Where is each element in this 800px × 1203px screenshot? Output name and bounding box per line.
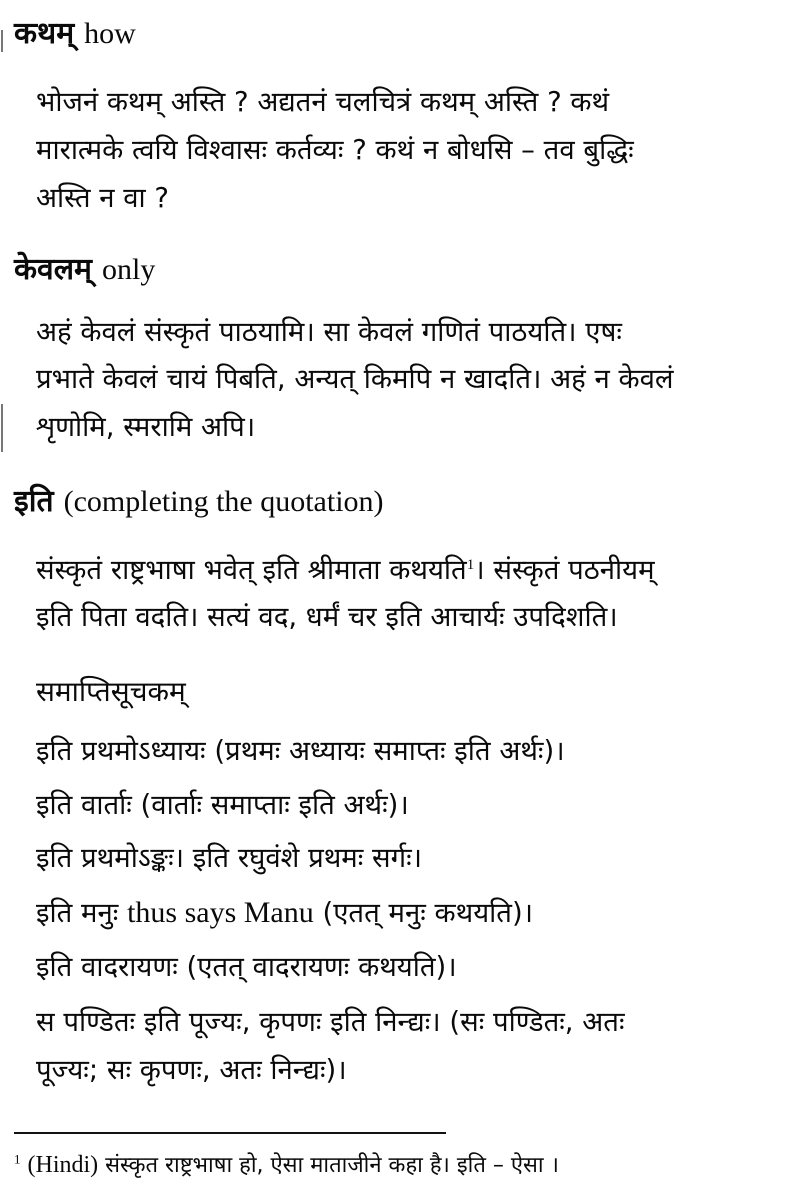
- katham-line-3: अस्ति न वा ?: [36, 182, 170, 214]
- samapti-example-6-line-1: स पण्डितः इति पूज्यः, कृपणः इति निन्द्यः। (सः पण्डितः, अतः: [36, 1006, 625, 1038]
- entry-term: केवलम्: [14, 252, 92, 287]
- samapti-example-4-english: thus says Manu: [127, 896, 314, 929]
- samapti-label: समाप्तिसूचकम्: [36, 675, 186, 708]
- samapti-example-4-a: इति मनुः: [36, 897, 119, 929]
- iti-line-1-text-a: संस्कृतं राष्ट्रभाषा भवेत् इति श्रीमाता कथयति: [36, 554, 467, 586]
- samapti-example-2: इति वार्ताः (वार्ताः समाप्ताः इति अर्थः)।: [36, 789, 409, 821]
- samapti-example-4-b: (एतत् मनुः कथयति)।: [322, 897, 534, 929]
- footnote-text: संस्कृत राष्ट्रभाषा हो, ऐसा माताजीने कहा है। इति – ऐसा ।: [105, 1153, 559, 1178]
- kevalam-line-2: प्रभाते केवलं चायं पिबति, अन्यत् किमपि न खादति। अहं न केवलं: [36, 363, 674, 395]
- entry-term: इति: [14, 484, 54, 519]
- footnote: [14, 1150, 559, 1181]
- samapti-example-3: इति प्रथमोऽङ्कः। इति रघुवंशे प्रथमः सर्गः।: [36, 842, 423, 874]
- footnote-ref: 1: [466, 556, 475, 573]
- entry-heading-iti: [14, 484, 384, 520]
- entry-gloss: (completing the quotation): [63, 485, 384, 518]
- kevalam-line-1: अहं केवलं संस्कृतं पाठयामि। सा केवलं गणितं पाठयति। एषः: [36, 316, 622, 348]
- katham-line-2: मारात्मके त्वयि विश्वासः कर्तव्यः ? कथं न बोधसि – तव बुद्धिः: [36, 134, 634, 166]
- entry-gloss: how: [84, 17, 136, 50]
- entry-heading-kevalam: [14, 252, 155, 288]
- samapti-example-1: इति प्रथमोऽध्यायः (प्रथमः अध्यायः समाप्तः इति अर्थः)।: [36, 735, 565, 767]
- samapti-example-4: [36, 893, 772, 933]
- entry-term: कथम्: [14, 16, 75, 51]
- iti-line-1: [36, 550, 772, 590]
- footnote-language: (Hindi): [27, 1152, 99, 1178]
- entry-gloss: only: [102, 253, 156, 286]
- samapti-example-5: इति वादरायणः (एतत् वादरायणः कथयति)।: [36, 951, 457, 983]
- iti-line-2: इति पिता वदति। सत्यं वद, धर्मं चर इति आचार्यः उपदिशति।: [36, 601, 618, 633]
- margin-mark-top: [1, 30, 3, 52]
- samapti-example-6-line-2: पूज्यः; सः कृपणः, अतः निन्द्यः)।: [36, 1054, 347, 1086]
- margin-mark-mid: [1, 404, 3, 452]
- footnote-separator: [14, 1132, 446, 1134]
- entry-heading-katham: [14, 16, 136, 52]
- kevalam-line-3: शृणोमि, स्मरामि अपि।: [36, 411, 256, 443]
- iti-line-1-text-b: । संस्कृतं पठनीयम्: [474, 554, 655, 586]
- katham-line-1: भोजनं कथम् अस्ति ? अद्यतनं चलचित्रं कथम् अस्ति ? कथं: [36, 86, 610, 118]
- footnote-marker: 1: [14, 1151, 21, 1167]
